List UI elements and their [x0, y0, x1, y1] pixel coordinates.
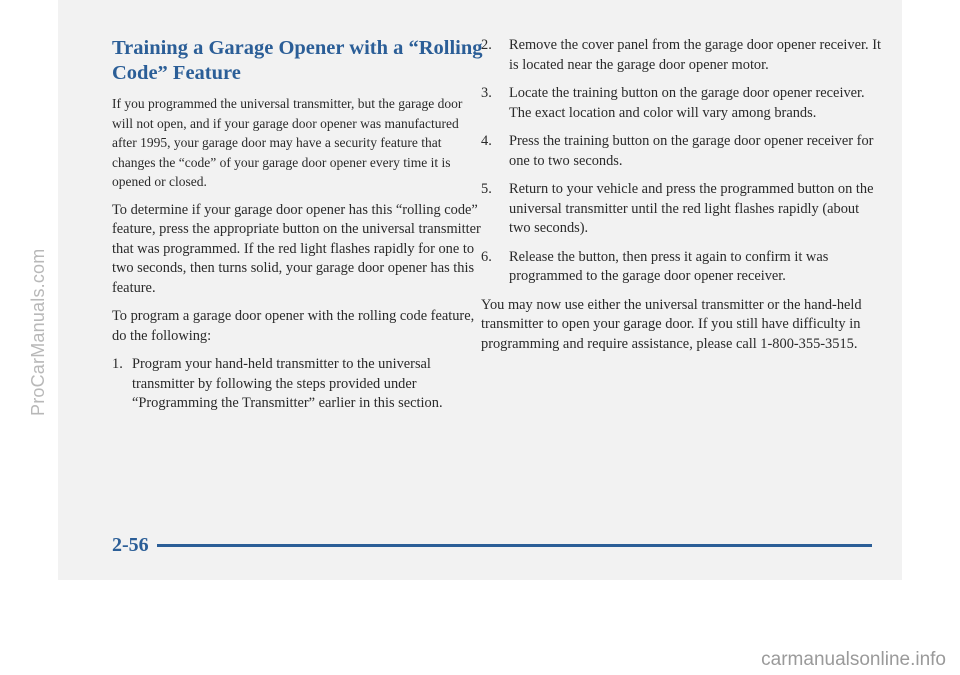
step-item	[454, 36, 881, 75]
step-text: Release the button, then press it again to confirm it was programmed to the garage door opener receiver.	[509, 248, 829, 284]
closing-paragraph: You may now use either the universal transmitter or the hand-held transmitter to open your garage door. If you still have difficulty in programming and require assistance, please call 1-800-355-3515.	[481, 296, 862, 352]
right-column	[481, 36, 881, 363]
page-number: 2-56	[112, 533, 149, 556]
step-number: 4.	[481, 133, 492, 149]
step-text: Press the training button on the garage door opener receiver for one to two seconds.	[509, 133, 874, 169]
side-watermark: ProCarManuals.com	[28, 248, 48, 416]
intro-paragraph: If you programmed the universal transmitter, but the garage door will not open, and if your garage door opener was manufactured after 1995, your garage door may have a security feature that changes the “code” of your garage door opener every time it is opened or closed.	[112, 96, 463, 189]
step-number: 6.	[481, 248, 492, 265]
bottom-watermark: carmanualsonline.info	[761, 649, 946, 670]
step-number: 2.	[481, 37, 492, 53]
left-column	[112, 36, 484, 423]
step-text: Locate the training button on the garage door opener receiver. The exact location and color will vary among brands.	[509, 85, 865, 121]
page-footer	[112, 532, 872, 558]
step-text: Program your hand-held transmitter to the universal transmitter by following the steps provided under “Programming the Transmitter” earlier in this section.	[132, 356, 443, 411]
step-number: 1.	[112, 356, 123, 372]
program-intro-paragraph: To program a garage door opener with the rolling code feature, do the following:	[112, 308, 475, 344]
step-item	[454, 132, 881, 171]
step-number: 5.	[481, 181, 492, 197]
step-text: Return to your vehicle and press the programmed button on the universal transmitter until the red light flashes rapidly (about two seconds).	[509, 181, 874, 236]
step-item	[454, 248, 881, 287]
rolling-code-check-paragraph: To determine if your garage door opener has this “rolling code” feature, press the appropriate button on the universal transmitter that was programmed. If the red light flashes rapidly for one to two seconds, then turns solid, your garage door opener has this feature.	[112, 201, 481, 296]
section-heading: Training a Garage Opener with a “Rolling Code” Feature	[112, 37, 483, 84]
step-number: 3.	[481, 85, 492, 101]
steps-list-right	[481, 36, 881, 287]
step-item	[454, 84, 881, 123]
footer-rule	[157, 544, 872, 547]
step-text: Remove the cover panel from the garage door opener receiver. It is located near the garage door opener motor.	[509, 37, 881, 73]
step-item	[454, 180, 881, 239]
step-item	[112, 355, 484, 414]
steps-list-left	[112, 355, 484, 414]
